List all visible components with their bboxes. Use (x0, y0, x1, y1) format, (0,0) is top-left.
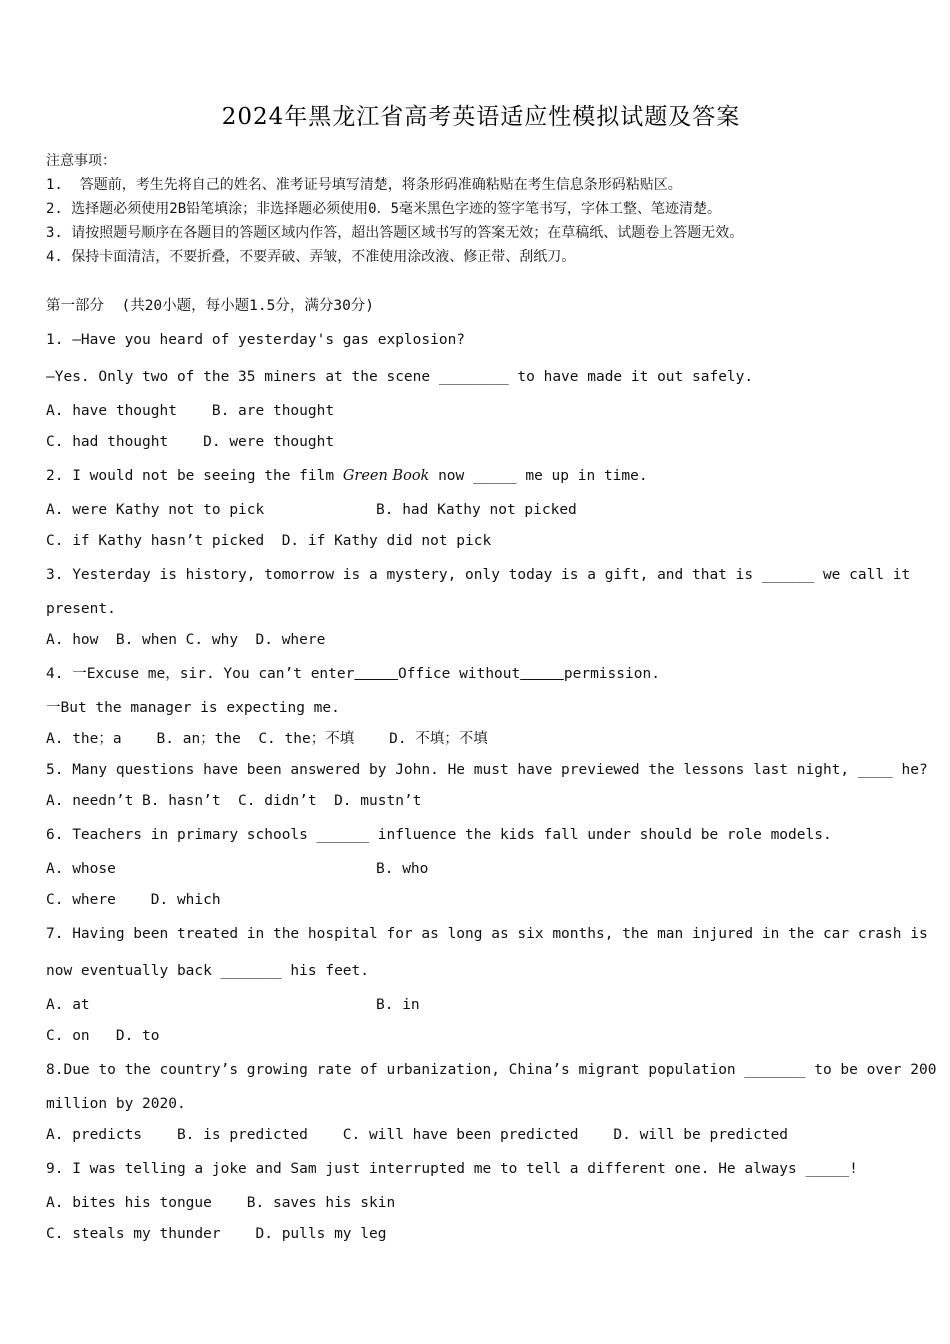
question-7-option-b: B. in (376, 997, 420, 1013)
question-1-reply: —Yes. Only two of the 35 miners at the scene ________ to have made it out safely. (46, 369, 754, 385)
question-4-blank-1 (354, 666, 398, 682)
question-2-prefix: 2. I would not be seeing the film (46, 468, 343, 484)
notice-heading: 注意事项： (46, 153, 116, 169)
question-6-options-cd: C. where D. which (46, 892, 221, 908)
question-6-options-ab (46, 854, 916, 885)
question-4-stem (46, 656, 916, 693)
question-5-options: A. needn’t B. hasn’t C. didn’t D. mustn’t (46, 793, 422, 809)
question-7-stem-cont: now eventually back _______ his feet. (46, 963, 370, 979)
notice-item-2: 2. 选择题必须使用2B铅笔填涂；非选择题必须使用0．5毫米黑色字迹的签字笔书写，字体工整、笔迹清楚。 (46, 201, 721, 217)
notice-block (46, 149, 916, 269)
question-3-options: A. how B. when C. why D. where (46, 632, 326, 648)
question-7-stem: 7. Having been treated in the hospital for as long as six months, the man injured in the car crash is (46, 926, 928, 942)
section-heading: 第一部分 (共20小题，每小题1.5分，满分30分) (46, 298, 375, 314)
question-2-options-ab (46, 495, 916, 526)
question-4-options: A. the；a B. an；the C. the；不填 D. 不填；不填 (46, 731, 488, 747)
notice-item-4: 4. 保持卡面清洁，不要折叠，不要弄破、弄皱，不准使用涂改液、修正带、刮纸刀。 (46, 249, 576, 265)
question-2-option-a: A. were Kathy not to pick (46, 502, 265, 518)
question-8-stem: 8.Due to the country’s growing rate of urbanization, China’s migrant population _______ to be over 200 (46, 1062, 937, 1078)
question-4-part-2: Office without (398, 666, 521, 682)
question-4-part-1: 4. 一Excuse me，sir. You can’t enter (46, 666, 355, 682)
question-2-options-cd: C. if Kathy hasn’t picked D. if Kathy did not pick (46, 533, 492, 549)
exam-page (46, 98, 937, 1250)
question-2-suffix: now _____ me up in time. (429, 468, 648, 484)
question-1-options-cd: C. had thought D. were thought (46, 434, 335, 450)
question-7-options-cd: C. on D. to (46, 1028, 160, 1044)
question-7-option-a: A. at (46, 997, 90, 1013)
question-6-stem: 6. Teachers in primary schools ______ influence the kids fall under should be role models. (46, 827, 832, 843)
question-8-stem-cont: million by 2020. (46, 1096, 186, 1112)
page-title: 2024年黑龙江省高考英语适应性模拟试题及答案 (221, 104, 741, 130)
question-6-option-b: B. who (376, 861, 429, 877)
question-4-blank-2 (520, 666, 564, 682)
question-5-stem: 5. Many questions have been answered by John. He must have previewed the lessons last night, ____ he? (46, 762, 928, 778)
question-6-option-a: A. whose (46, 861, 116, 877)
question-9-options-cd: C. steals my thunder D. pulls my leg (46, 1226, 387, 1242)
question-2-film-title: Green Book (342, 468, 430, 484)
notice-item-1: 1. 答题前，考生先将自己的姓名、准考证号填写清楚，将条形码准确粘贴在考生信息条形码粘贴区。 (46, 177, 682, 193)
question-2-stem (46, 458, 916, 495)
question-1-options-ab: A. have thought B. are thought (46, 403, 335, 419)
question-3-stem: 3. Yesterday is history, tomorrow is a mystery, only today is a gift, and that is ______ we call it (46, 567, 911, 583)
notice-item-3: 3. 请按照题号顺序在各题目的答题区域内作答，超出答题区域书写的答案无效；在草稿纸、试题卷上答题无效。 (46, 225, 744, 241)
question-9-stem: 9. I was telling a joke and Sam just interrupted me to tell a different one. He always _____! (46, 1161, 858, 1177)
question-7-options-ab (46, 990, 916, 1021)
question-9-options-ab: A. bites his tongue B. saves his skin (46, 1195, 396, 1211)
question-2-option-b: B. had Kathy not picked (376, 502, 577, 518)
question-3-stem-cont: present. (46, 601, 116, 617)
question-4-reply: 一But the manager is expecting me. (46, 700, 340, 716)
question-8-options: A. predicts B. is predicted C. will have been predicted D. will be predicted (46, 1127, 789, 1143)
question-4-part-3: permission. (563, 666, 660, 682)
question-1-stem: 1. —Have you heard of yesterday's gas explosion? (46, 332, 466, 348)
